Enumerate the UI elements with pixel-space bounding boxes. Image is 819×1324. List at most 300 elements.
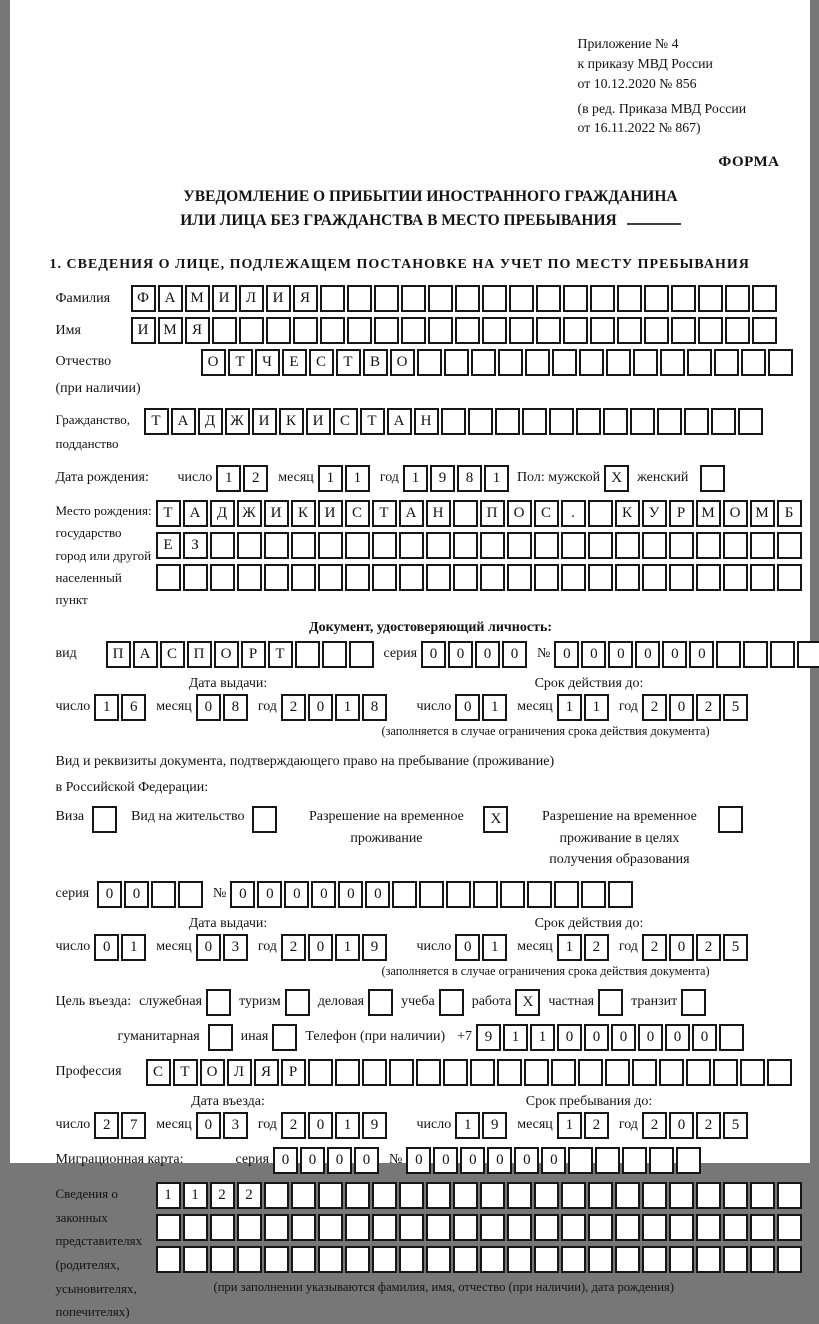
phone-label: Телефон (при наличии) [305, 1029, 446, 1045]
visa-box [92, 806, 117, 833]
representatives-cell [453, 1214, 478, 1241]
surname-cell [428, 285, 453, 312]
purpose-other-label: иная [240, 1029, 269, 1045]
year-label: год [618, 699, 638, 715]
profession-cell: Я [254, 1059, 279, 1086]
field-migration-card [56, 1147, 806, 1174]
day-label: число [416, 699, 452, 715]
surname-cell [671, 285, 696, 312]
identity-kind-cell: П [187, 641, 212, 668]
residence-issue-day [94, 934, 146, 961]
purpose-box [681, 989, 706, 1016]
residence-series-cells [97, 881, 203, 908]
birth-year-cell: 8 [457, 465, 482, 492]
residence-expiry-cell: 2 [696, 934, 721, 961]
birth-place-cell [615, 564, 640, 591]
profession-cell [362, 1059, 387, 1086]
residence-number-cell: 0 [338, 881, 363, 908]
surname-cell [347, 285, 372, 312]
citizenship-cell [495, 408, 520, 435]
patronymic-cell [417, 349, 442, 376]
first-name-cell [536, 317, 561, 344]
citizenship-cell [684, 408, 709, 435]
appendix-line: от 16.11.2022 № 867) [577, 120, 701, 136]
birth-place-cell [534, 532, 559, 559]
residence-number-cell [446, 881, 471, 908]
patronymic-cell [498, 349, 523, 376]
temp-permit-education-label: Разрешение на временное проживание в целях получения образования [541, 808, 697, 868]
surname-cell [401, 285, 426, 312]
identity-expiry-cell: 1 [482, 694, 507, 721]
purpose-tourism-checkbox [285, 989, 310, 1016]
birth-place-cell [750, 564, 775, 591]
birth-place-cell [210, 564, 235, 591]
birth-place-cell [642, 564, 667, 591]
residence-issue-year [281, 934, 387, 961]
birth-month-cell: 1 [345, 465, 370, 492]
birth-month-cell: 1 [318, 465, 343, 492]
representatives-cell [318, 1182, 343, 1209]
entry-day [94, 1112, 146, 1139]
migration-series-cell: 0 [273, 1147, 298, 1174]
phone-cell: 0 [665, 1024, 690, 1051]
birth-place-cell: М [750, 500, 775, 527]
representatives-cell [696, 1214, 721, 1241]
residence-expiry-cell: 0 [669, 934, 694, 961]
representatives-cell [750, 1182, 775, 1209]
citizenship-cell [468, 408, 493, 435]
phone-cell: 0 [638, 1024, 663, 1051]
patronymic-cell [471, 349, 496, 376]
profession-cell: Л [227, 1059, 252, 1086]
representatives-cell [507, 1182, 532, 1209]
representatives-cell [750, 1214, 775, 1241]
representatives-cell [561, 1214, 586, 1241]
identity-issue-cell: 0 [196, 694, 221, 721]
stay-cell: 0 [669, 1112, 694, 1139]
birth-place-cell: С [534, 500, 559, 527]
identity-issue-month [196, 694, 248, 721]
purpose-box [208, 1024, 233, 1051]
purpose-work-label: работа [471, 994, 512, 1010]
profession-cell: Р [281, 1059, 306, 1086]
citizenship-cell: Д [198, 408, 223, 435]
option-temp-permit-education [528, 806, 743, 871]
birth-place-cell [318, 532, 343, 559]
purpose-work-checkbox [515, 989, 540, 1016]
patronymic-cell [741, 349, 766, 376]
field-purpose [56, 989, 806, 1016]
surname-cell [563, 285, 588, 312]
first-name-cell [617, 317, 642, 344]
residence-issue-cell: 2 [281, 934, 306, 961]
surname-cell: Л [239, 285, 264, 312]
residence-number-cell: 0 [311, 881, 336, 908]
birth-place-cell [696, 564, 721, 591]
surname-cells [131, 285, 777, 312]
patronymic-cell [552, 349, 577, 376]
phone-cell: 1 [530, 1024, 555, 1051]
migration-number-cell [676, 1147, 701, 1174]
representatives-cell [777, 1214, 802, 1241]
birth-place-label-line: государство [55, 525, 122, 541]
birth-place-cell [588, 532, 613, 559]
representatives-cell [156, 1214, 181, 1241]
phone-cell: 0 [611, 1024, 636, 1051]
number-label: № [389, 1152, 403, 1168]
representatives-cell: 2 [237, 1182, 262, 1209]
birth-place-row1 [156, 500, 802, 527]
profession-cell [578, 1059, 603, 1086]
residence-series-cell: 0 [124, 881, 149, 908]
migration-series-cell: 0 [300, 1147, 325, 1174]
representatives-cell [426, 1182, 451, 1209]
limit-note: (заполняется в случае ограничения срока действия документа) [381, 963, 710, 978]
birth-place-cell [372, 532, 397, 559]
year-label: год [618, 1117, 638, 1133]
identity-number-cell [770, 641, 795, 668]
residence-number-cell [608, 881, 633, 908]
purpose-other-checkbox [272, 1024, 297, 1051]
sex-male-checkbox [604, 465, 629, 492]
representatives-note: (при заполнении указываются фамилия, имя, отчество (при наличии), дата рождения) [213, 1279, 674, 1294]
patronymic-cell [714, 349, 739, 376]
birth-year-cells [403, 465, 509, 492]
representatives-cell [264, 1246, 289, 1273]
identity-issue-date [56, 694, 401, 721]
form-title-line2 [56, 209, 806, 233]
purpose-box [439, 989, 464, 1016]
residence-expiry-col [417, 916, 762, 961]
birth-place-cell [507, 532, 532, 559]
birth-place-cell [399, 564, 424, 591]
representatives-cell [480, 1182, 505, 1209]
birth-place-cell [453, 532, 478, 559]
citizenship-cell: А [171, 408, 196, 435]
citizenship-cell: С [333, 408, 358, 435]
surname-cell: Ф [131, 285, 156, 312]
form-page [10, 0, 810, 1320]
birth-place-cell: К [291, 500, 316, 527]
representatives-label [56, 1182, 156, 1324]
birth-place-cell [210, 532, 235, 559]
phone-cell: 9 [476, 1024, 501, 1051]
birth-place-cell [723, 532, 748, 559]
residence-number-cell [473, 881, 498, 908]
birth-place-cell: З [183, 532, 208, 559]
birth-place-cell [291, 564, 316, 591]
first-name-cell [671, 317, 696, 344]
purpose-study-checkbox [439, 989, 464, 1016]
birth-place-cell [264, 532, 289, 559]
representatives-cell [453, 1246, 478, 1273]
residence-expiry-day [455, 934, 507, 961]
representatives-cell [642, 1214, 667, 1241]
representatives-cell [399, 1182, 424, 1209]
surname-cell [617, 285, 642, 312]
residence-number-cell: 0 [365, 881, 390, 908]
visa-checkbox [92, 806, 117, 833]
citizenship-cell [576, 408, 601, 435]
representatives-cell [561, 1246, 586, 1273]
birth-place-cell [561, 564, 586, 591]
stay-cell: 2 [584, 1112, 609, 1139]
year-label: год [257, 699, 277, 715]
form-title [56, 185, 806, 233]
surname-cell [482, 285, 507, 312]
appendix-line: от 10.12.2020 № 856 [577, 75, 697, 91]
residence-permit-checkbox [252, 806, 277, 833]
representatives-cell [669, 1214, 694, 1241]
first-name-cell: Я [185, 317, 210, 344]
birth-place-cell [723, 564, 748, 591]
representatives-cell [318, 1214, 343, 1241]
citizenship-cell [549, 408, 574, 435]
citizenship-cell: Т [360, 408, 385, 435]
form-title-line1: УВЕДОМЛЕНИЕ О ПРИБЫТИИ ИНОСТРАННОГО ГРАЖДАНИНА [183, 188, 678, 206]
identity-number-cell [716, 641, 741, 668]
representatives-label-line: представителях [55, 1233, 143, 1249]
temp-permit-box: X [483, 806, 508, 833]
form-title-line2-text: ИЛИ ЛИЦА БЕЗ ГРАЖДАНСТВА В МЕСТО ПРЕБЫВАНИЯ [180, 212, 617, 230]
residence-number-cells [230, 881, 633, 908]
representatives-cell [453, 1182, 478, 1209]
identity-expiry-cell: 0 [455, 694, 480, 721]
first-name-cell [482, 317, 507, 344]
representatives-cell: 1 [156, 1182, 181, 1209]
entry-cell: 2 [281, 1112, 306, 1139]
purpose-private-label: частная [548, 994, 595, 1010]
surname-cell [455, 285, 480, 312]
first-name-cell [455, 317, 480, 344]
identity-number-cell: 0 [635, 641, 660, 668]
profession-cell [659, 1059, 684, 1086]
migration-number-cell: 0 [487, 1147, 512, 1174]
representatives-cell [750, 1246, 775, 1273]
birth-place-cell: И [318, 500, 343, 527]
identity-series-cell: 0 [421, 641, 446, 668]
identity-issue-year [281, 694, 387, 721]
temp-permit-checkbox [483, 806, 508, 833]
residence-number-cell [392, 881, 417, 908]
birth-place-cell [669, 564, 694, 591]
representatives-cell: 1 [183, 1182, 208, 1209]
profession-cell [632, 1059, 657, 1086]
birth-place-cell: О [723, 500, 748, 527]
patronymic-cell: О [390, 349, 415, 376]
residence-number-cell [527, 881, 552, 908]
identity-expiry-cell: 2 [642, 694, 667, 721]
residence-number-cell: 0 [284, 881, 309, 908]
identity-doc-heading: Документ, удостоверяющий личность: [308, 619, 553, 635]
residence-number-cell [419, 881, 444, 908]
purpose-box [206, 989, 231, 1016]
visa-label: Виза [55, 808, 85, 824]
purpose-box [368, 989, 393, 1016]
field-first-name [56, 317, 806, 344]
representatives-cell [561, 1182, 586, 1209]
birth-place-label [56, 500, 156, 612]
first-name-cell [563, 317, 588, 344]
identity-expiry-cell: 5 [723, 694, 748, 721]
identity-expiry-date [417, 694, 762, 721]
birth-place-cell [696, 532, 721, 559]
number-label: № [537, 646, 551, 662]
representatives-cell [264, 1214, 289, 1241]
birth-place-cell: Д [210, 500, 235, 527]
identity-expiry-cell: 2 [696, 694, 721, 721]
residence-doc-intro-line2: в Российской Федерации: [55, 780, 209, 796]
birth-place-cell [561, 532, 586, 559]
identity-number-cell [743, 641, 768, 668]
birth-place-cell [669, 532, 694, 559]
surname-cell [644, 285, 669, 312]
series-label: серия [235, 1152, 270, 1168]
sex-male-box: X [604, 465, 629, 492]
representatives-cell [534, 1182, 559, 1209]
citizenship-cell [522, 408, 547, 435]
first-name-cell [401, 317, 426, 344]
identity-kind-cell: О [214, 641, 239, 668]
identity-issue-cell: 8 [362, 694, 387, 721]
representatives-label-line: законных [55, 1209, 108, 1225]
birth-date-label: Дата рождения: [55, 470, 149, 486]
patronymic-label-line1: Отчество [55, 354, 112, 370]
representatives-cell [534, 1214, 559, 1241]
identity-number-cell: 0 [689, 641, 714, 668]
migration-number-cells [406, 1147, 701, 1174]
identity-kind-cell [322, 641, 347, 668]
profession-cell [713, 1059, 738, 1086]
field-surname [56, 285, 806, 312]
identity-kind-cell: А [133, 641, 158, 668]
stay-cell: 5 [723, 1112, 748, 1139]
birth-year-cell: 1 [484, 465, 509, 492]
stay-until-col [417, 1094, 762, 1139]
residence-permit-box [252, 806, 277, 833]
identity-issue-cell: 8 [223, 694, 248, 721]
representatives-cell [480, 1214, 505, 1241]
profession-cell [416, 1059, 441, 1086]
birth-place-cell [507, 564, 532, 591]
birth-place-cell [426, 564, 451, 591]
first-name-cell [725, 317, 750, 344]
profession-cell [605, 1059, 630, 1086]
representatives-cell [507, 1246, 532, 1273]
citizenship-cell: Н [414, 408, 439, 435]
residence-issue-cell: 1 [121, 934, 146, 961]
birth-place-cell [588, 500, 613, 527]
residence-issue-cell: 9 [362, 934, 387, 961]
birth-place-label-line: город или другой [55, 547, 152, 563]
patronymic-cell: В [363, 349, 388, 376]
purpose-transit-label: транзит [631, 994, 678, 1010]
entry-dates [56, 1094, 806, 1139]
surname-cell [509, 285, 534, 312]
surname-cell [752, 285, 777, 312]
identity-kind-cell [295, 641, 320, 668]
purpose-label: Цель въезда: [55, 994, 132, 1010]
purpose-official-checkbox [206, 989, 231, 1016]
first-name-cell [266, 317, 291, 344]
first-name-cell [590, 317, 615, 344]
purpose-transit-checkbox [681, 989, 706, 1016]
first-name-cell: И [131, 317, 156, 344]
first-name-cell [374, 317, 399, 344]
representatives-cell [291, 1214, 316, 1241]
stay-day [455, 1112, 507, 1139]
valid-until-heading: Срок действия до: [534, 915, 644, 931]
residence-issue-month [196, 934, 248, 961]
representatives-cell [588, 1246, 613, 1273]
birth-day-cell: 1 [216, 465, 241, 492]
identity-series-cell: 0 [502, 641, 527, 668]
identity-kind-cell: С [160, 641, 185, 668]
birth-place-cell [237, 532, 262, 559]
identity-issue-cell: 1 [94, 694, 119, 721]
patronymic-cell: Т [228, 349, 253, 376]
surname-cell: А [158, 285, 183, 312]
residence-series-cell [151, 881, 176, 908]
representatives-cell [156, 1246, 181, 1273]
birth-place-cell: . [561, 500, 586, 527]
month-label: месяц [517, 1117, 553, 1133]
field-purpose-row2 [118, 1024, 806, 1051]
citizenship-cell [711, 408, 736, 435]
residence-series-cell [178, 881, 203, 908]
purpose-tourism-label: туризм [239, 994, 281, 1010]
birth-place-cell [453, 500, 478, 527]
first-name-cell [347, 317, 372, 344]
representatives-cell [372, 1214, 397, 1241]
identity-issue-cell: 6 [121, 694, 146, 721]
identity-issue-cell: 0 [308, 694, 333, 721]
profession-cells [146, 1059, 792, 1086]
identity-expiry-day [455, 694, 507, 721]
option-residence-permit [131, 806, 277, 833]
series-label: серия [55, 886, 90, 902]
residence-number-cell [554, 881, 579, 908]
first-name-cell [752, 317, 777, 344]
appendix-line: (в ред. Приказа МВД России [577, 100, 747, 116]
day-label: число [416, 1117, 452, 1133]
surname-cell [536, 285, 561, 312]
first-name-label: Имя [55, 322, 81, 338]
birth-place-cell [345, 564, 370, 591]
limit-note: (заполняется в случае ограничения срока действия документа) [381, 723, 710, 738]
residence-number-cell: 0 [257, 881, 282, 908]
birth-year-cell: 9 [430, 465, 455, 492]
profession-cell [740, 1059, 765, 1086]
representatives-cell [723, 1214, 748, 1241]
birth-place-cell [534, 564, 559, 591]
first-name-cell [320, 317, 345, 344]
first-name-cell [293, 317, 318, 344]
representatives-row3 [156, 1246, 802, 1273]
representatives-cell [237, 1246, 262, 1273]
purpose-study-label: учеба [401, 994, 435, 1010]
stay-until-heading: Срок пребывания до: [525, 1093, 653, 1109]
representatives-cell [291, 1246, 316, 1273]
day-label: число [177, 470, 213, 486]
year-label: год [379, 470, 399, 486]
representatives-cell [345, 1182, 370, 1209]
representatives-cell [480, 1246, 505, 1273]
representatives-cell [507, 1214, 532, 1241]
valid-until-heading: Срок действия до: [534, 675, 644, 691]
phone-cell: 0 [557, 1024, 582, 1051]
residence-permit-label: Вид на жительство [131, 808, 245, 824]
